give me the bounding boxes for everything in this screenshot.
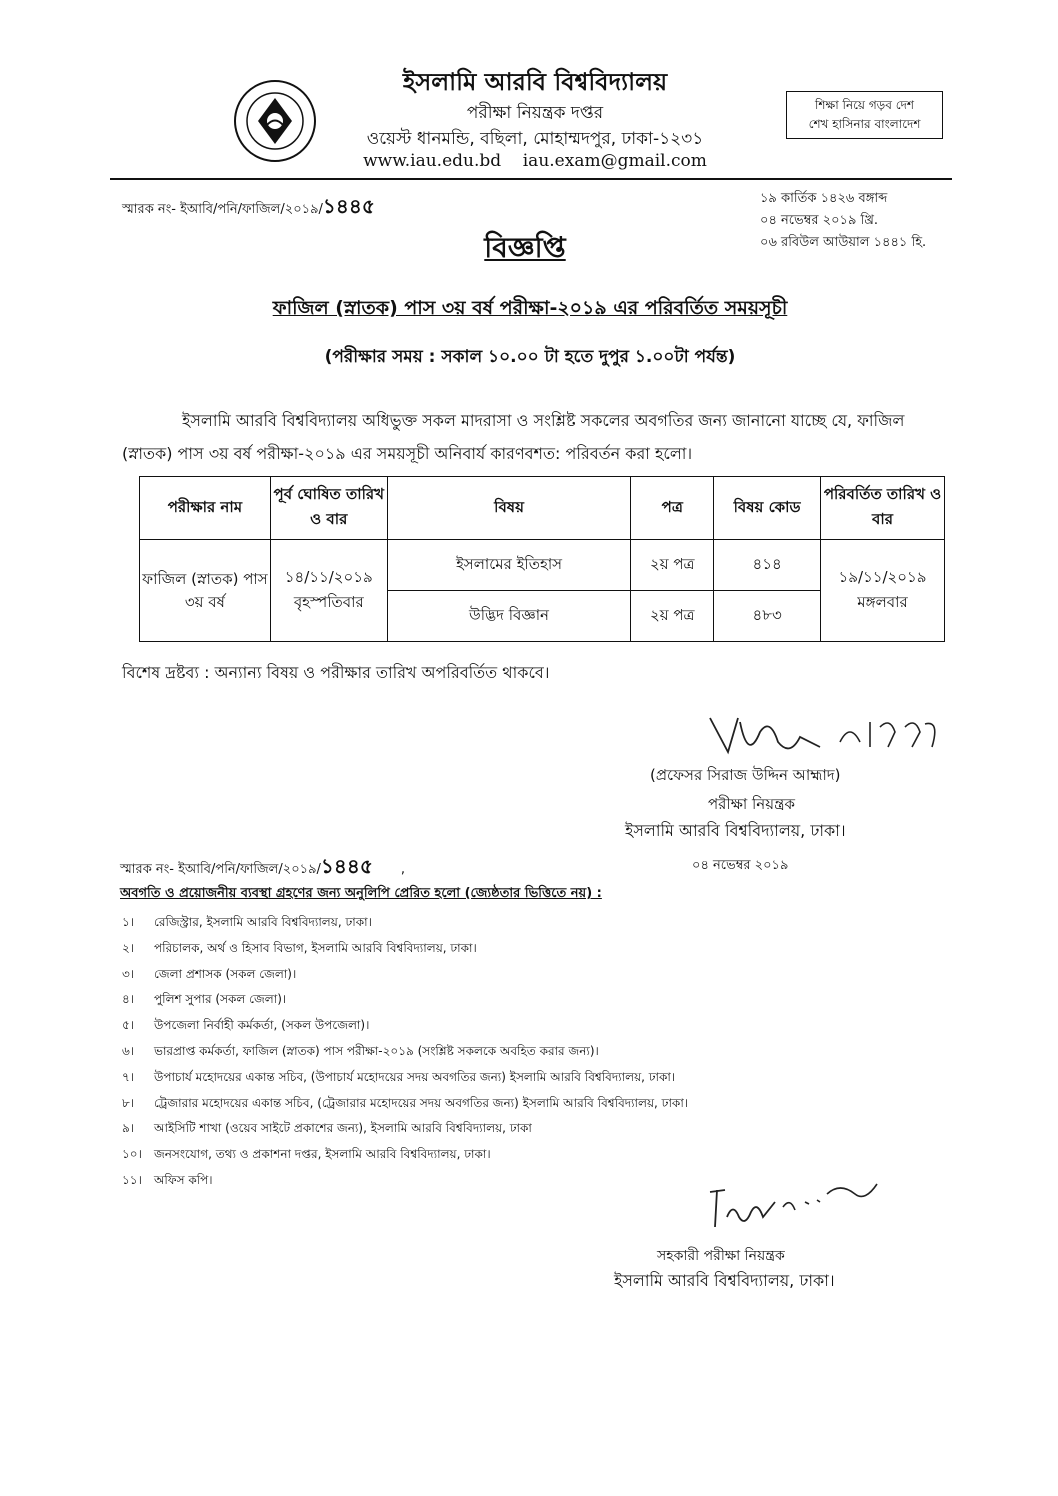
memo2-date: ০৪ নভেম্বর ২০১৯	[692, 858, 789, 873]
list-text: জনসংযোগ, তথ্য ও প্রকাশনা দপ্তর, ইসলামি আরবি বিশ্ববিদ্যালয়, ঢাকা।	[154, 1147, 491, 1162]
list-text: আইসিটি শাখা (ওয়েব সাইটে প্রকাশের জন্য), ইসলামি আরবি বিশ্ববিদ্যালয়, ঢাকা	[154, 1121, 532, 1136]
assistant-org: ইসলামি আরবি বিশ্ববিদ্যালয়, ঢাকা।	[614, 1271, 835, 1290]
exam-time: (পরীক্ষার সময় : সকাল ১০.০০ টা হতে দুপুর ১.০০টা পর্যন্ত)	[324, 347, 736, 367]
old-day: বৃহস্পতিবার	[293, 592, 364, 611]
notice-subtitle: ফাজিল (স্নাতক) পাস ৩য় বর্ষ পরীক্ষা-২০১৯ এর পরিবর্তিত সময়সূচী	[272, 297, 788, 319]
cc-title: অবগতি ও প্রয়োজনীয় ব্যবস্থা গ্রহণের জন্য অনুলিপি প্রেরিত হলো (জ্যেষ্ঠতার ভিত্তিতে নয়) :	[120, 886, 602, 901]
subject-cell: উদ্ভিদ বিজ্ঞান	[387, 591, 631, 642]
paper-cell: ২য় পত্র	[631, 540, 714, 591]
signatory-name: (প্রফেসর সিরাজ উদ্দিন আহ্মাদ)	[650, 766, 841, 784]
table-header-row	[140, 477, 945, 540]
list-number: ১১।	[122, 1172, 142, 1187]
list-item	[122, 1168, 688, 1194]
list-item	[122, 1065, 688, 1091]
header-subject: বিষয়	[387, 477, 631, 540]
header-paper: পত্র	[631, 477, 714, 540]
header-subject-code: বিষয় কোড	[714, 477, 821, 540]
list-number: ২।	[122, 940, 135, 955]
memo2-handwritten-number: ১৪৪৫	[320, 854, 373, 878]
header-new-date: পরিবর্তিত তারিখ ও বার	[821, 477, 945, 540]
date-bangla: ১৯ কার্তিক ১৪২৬ বঙ্গাব্দ	[760, 191, 888, 206]
list-text: অফিস কপি।	[154, 1172, 213, 1187]
memo-prefix: স্মারক নং- ইআবি/পনি/ফাজিল/২০১৯/	[122, 202, 323, 217]
memo-number-2	[120, 852, 405, 885]
signature-assistant-controller	[705, 1172, 885, 1232]
list-text: রেজিস্ট্রার, ইসলামি আরবি বিশ্ববিদ্যালয়, ঢাকা।	[154, 915, 372, 929]
list-number: ৩।	[122, 966, 135, 981]
list-number: ৯।	[122, 1121, 135, 1136]
exam-name-cell: ফাজিল (স্নাতক) পাস ৩য় বর্ষ	[140, 540, 271, 642]
list-item	[122, 910, 688, 936]
subject-cell: ইসলামের ইতিহাস	[387, 540, 631, 591]
new-date: ১৯/১১/২০১৯	[838, 567, 927, 586]
address: ওয়েস্ট ধানমন্ডি, বছিলা, মোহাম্মদপুর, ঢাকা-১২৩১	[366, 129, 704, 149]
notice-paragraph: ইসলামি আরবি বিশ্ববিদ্যালয় অধিভুক্ত সকল মাদরাসা ও সংশ্লিষ্ট সকলের অবগতির জন্য জানানো যাচ্ছে যে, ফাজিল (স্নাতক) পাস ৩য় বর্ষ পরীক্ষা-২০১৯ এর সময়সূচী অনিবার্য কারণবশত: পরিবর্তন করা হলো।	[122, 411, 905, 463]
list-text: ট্রেজারার মহোদয়ের একান্ত সচিব, (ট্রেজারার মহোদয়ের সদয় অবগতির জন্য) ইসলামি আরবি বিশ্ববিদ্যালয়, ঢাকা।	[154, 1095, 689, 1110]
slogan-line-1: শিক্ষা নিয়ে গড়ব দেশ	[814, 98, 915, 112]
old-date: ১৪/১১/২০১৯	[284, 567, 373, 586]
paper-cell: ২য় পত্র	[631, 591, 714, 642]
list-item	[122, 1013, 688, 1039]
list-number: ১০।	[122, 1147, 142, 1162]
list-text: পরিচালক, অর্থ ও হিসাব বিভাগ, ইসলামি আরবি বিশ্ববিদ্যালয়, ঢাকা।	[154, 940, 477, 955]
date-hijri: ০৬ রবিউল আউয়াল ১৪৪১ হি.	[760, 235, 927, 250]
list-number: ১।	[122, 915, 135, 929]
list-text: উপাচার্য মহোদয়ের একান্ত সচিব, (উপাচার্য মহোদয়ের সদয় অবগতির জন্য) ইসলামি আরবি বিশ্ববিদ্যালয়, ঢাকা।	[154, 1069, 676, 1084]
table-row	[140, 540, 945, 591]
memo2-prefix: স্মারক নং- ইআবি/পনি/ফাজিল/২০১৯/	[120, 862, 321, 877]
list-text: জেলা প্রশাসক (সকল জেলা)।	[154, 966, 297, 981]
university-logo	[232, 78, 318, 164]
signatory-title: পরীক্ষা নিয়ন্ত্রক	[708, 795, 795, 813]
memo-handwritten-number: ১৪৪৫	[322, 194, 375, 218]
new-day: মঙ্গলবার	[857, 592, 908, 611]
header-divider	[110, 178, 952, 180]
memo2-suffix: ,	[400, 862, 405, 877]
list-number: ৭।	[122, 1069, 135, 1084]
list-item	[122, 962, 688, 988]
list-text: ভারপ্রাপ্ত কর্মকর্তা, ফাজিল (স্নাতক) পাস পরীক্ষা-২০১৯ (সংশ্লিষ্ট সকলকে অবহিত করার জন্য)।	[154, 1043, 599, 1058]
list-number: ৮।	[122, 1095, 135, 1110]
website-email: www.iau.edu.bd iau.exam@gmail.com	[363, 151, 707, 171]
memo-number	[122, 192, 375, 225]
list-item	[122, 1091, 688, 1117]
signature-controller	[700, 712, 945, 772]
list-number: ৪।	[122, 992, 135, 1007]
list-text: উপজেলা নির্বাহী কর্মকর্তা, (সকল উপজেলা)।	[154, 1018, 370, 1033]
list-item	[122, 987, 688, 1013]
assistant-title: সহকারী পরীক্ষা নিয়ন্ত্রক	[657, 1248, 785, 1264]
code-cell: ৪৮৩	[714, 591, 821, 642]
slogan-line-2: শেখ হাসিনার বাংলাদেশ	[808, 117, 921, 131]
slogan-box	[786, 91, 943, 139]
list-number: ৬।	[122, 1043, 135, 1058]
cc-list	[122, 910, 688, 1194]
header-old-date: পূর্ব ঘোষিত তারিখ ও বার	[270, 477, 387, 540]
signatory-org: ইসলামি আরবি বিশ্ববিদ্যালয়, ঢাকা।	[625, 821, 846, 840]
list-item	[122, 1116, 688, 1142]
list-text: পুলিশ সুপার (সকল জেলা)।	[154, 992, 287, 1007]
list-item	[122, 936, 688, 962]
date-block	[760, 188, 926, 254]
old-date-cell	[270, 540, 387, 642]
list-number: ৫।	[122, 1018, 135, 1033]
new-date-cell	[821, 540, 945, 642]
list-item	[122, 1039, 688, 1065]
university-name: ইসলামি আরবি বিশ্ববিদ্যালয়	[402, 68, 668, 96]
schedule-table	[139, 476, 945, 642]
list-item	[122, 1142, 688, 1168]
special-note: বিশেষ দ্রষ্টব্য : অন্যান্য বিষয় ও পরীক্ষার তারিখ অপরিবর্তিত থাকবে।	[122, 663, 550, 682]
header-exam-name: পরীক্ষার নাম	[140, 477, 271, 540]
code-cell: ৪১৪	[714, 540, 821, 591]
office-name: পরীক্ষা নিয়ন্ত্রক দপ্তর	[466, 103, 604, 123]
notice-title: বিজ্ঞপ্তি	[484, 231, 566, 264]
date-english: ০৪ নভেম্বর ২০১৯ খ্রি.	[760, 213, 879, 228]
